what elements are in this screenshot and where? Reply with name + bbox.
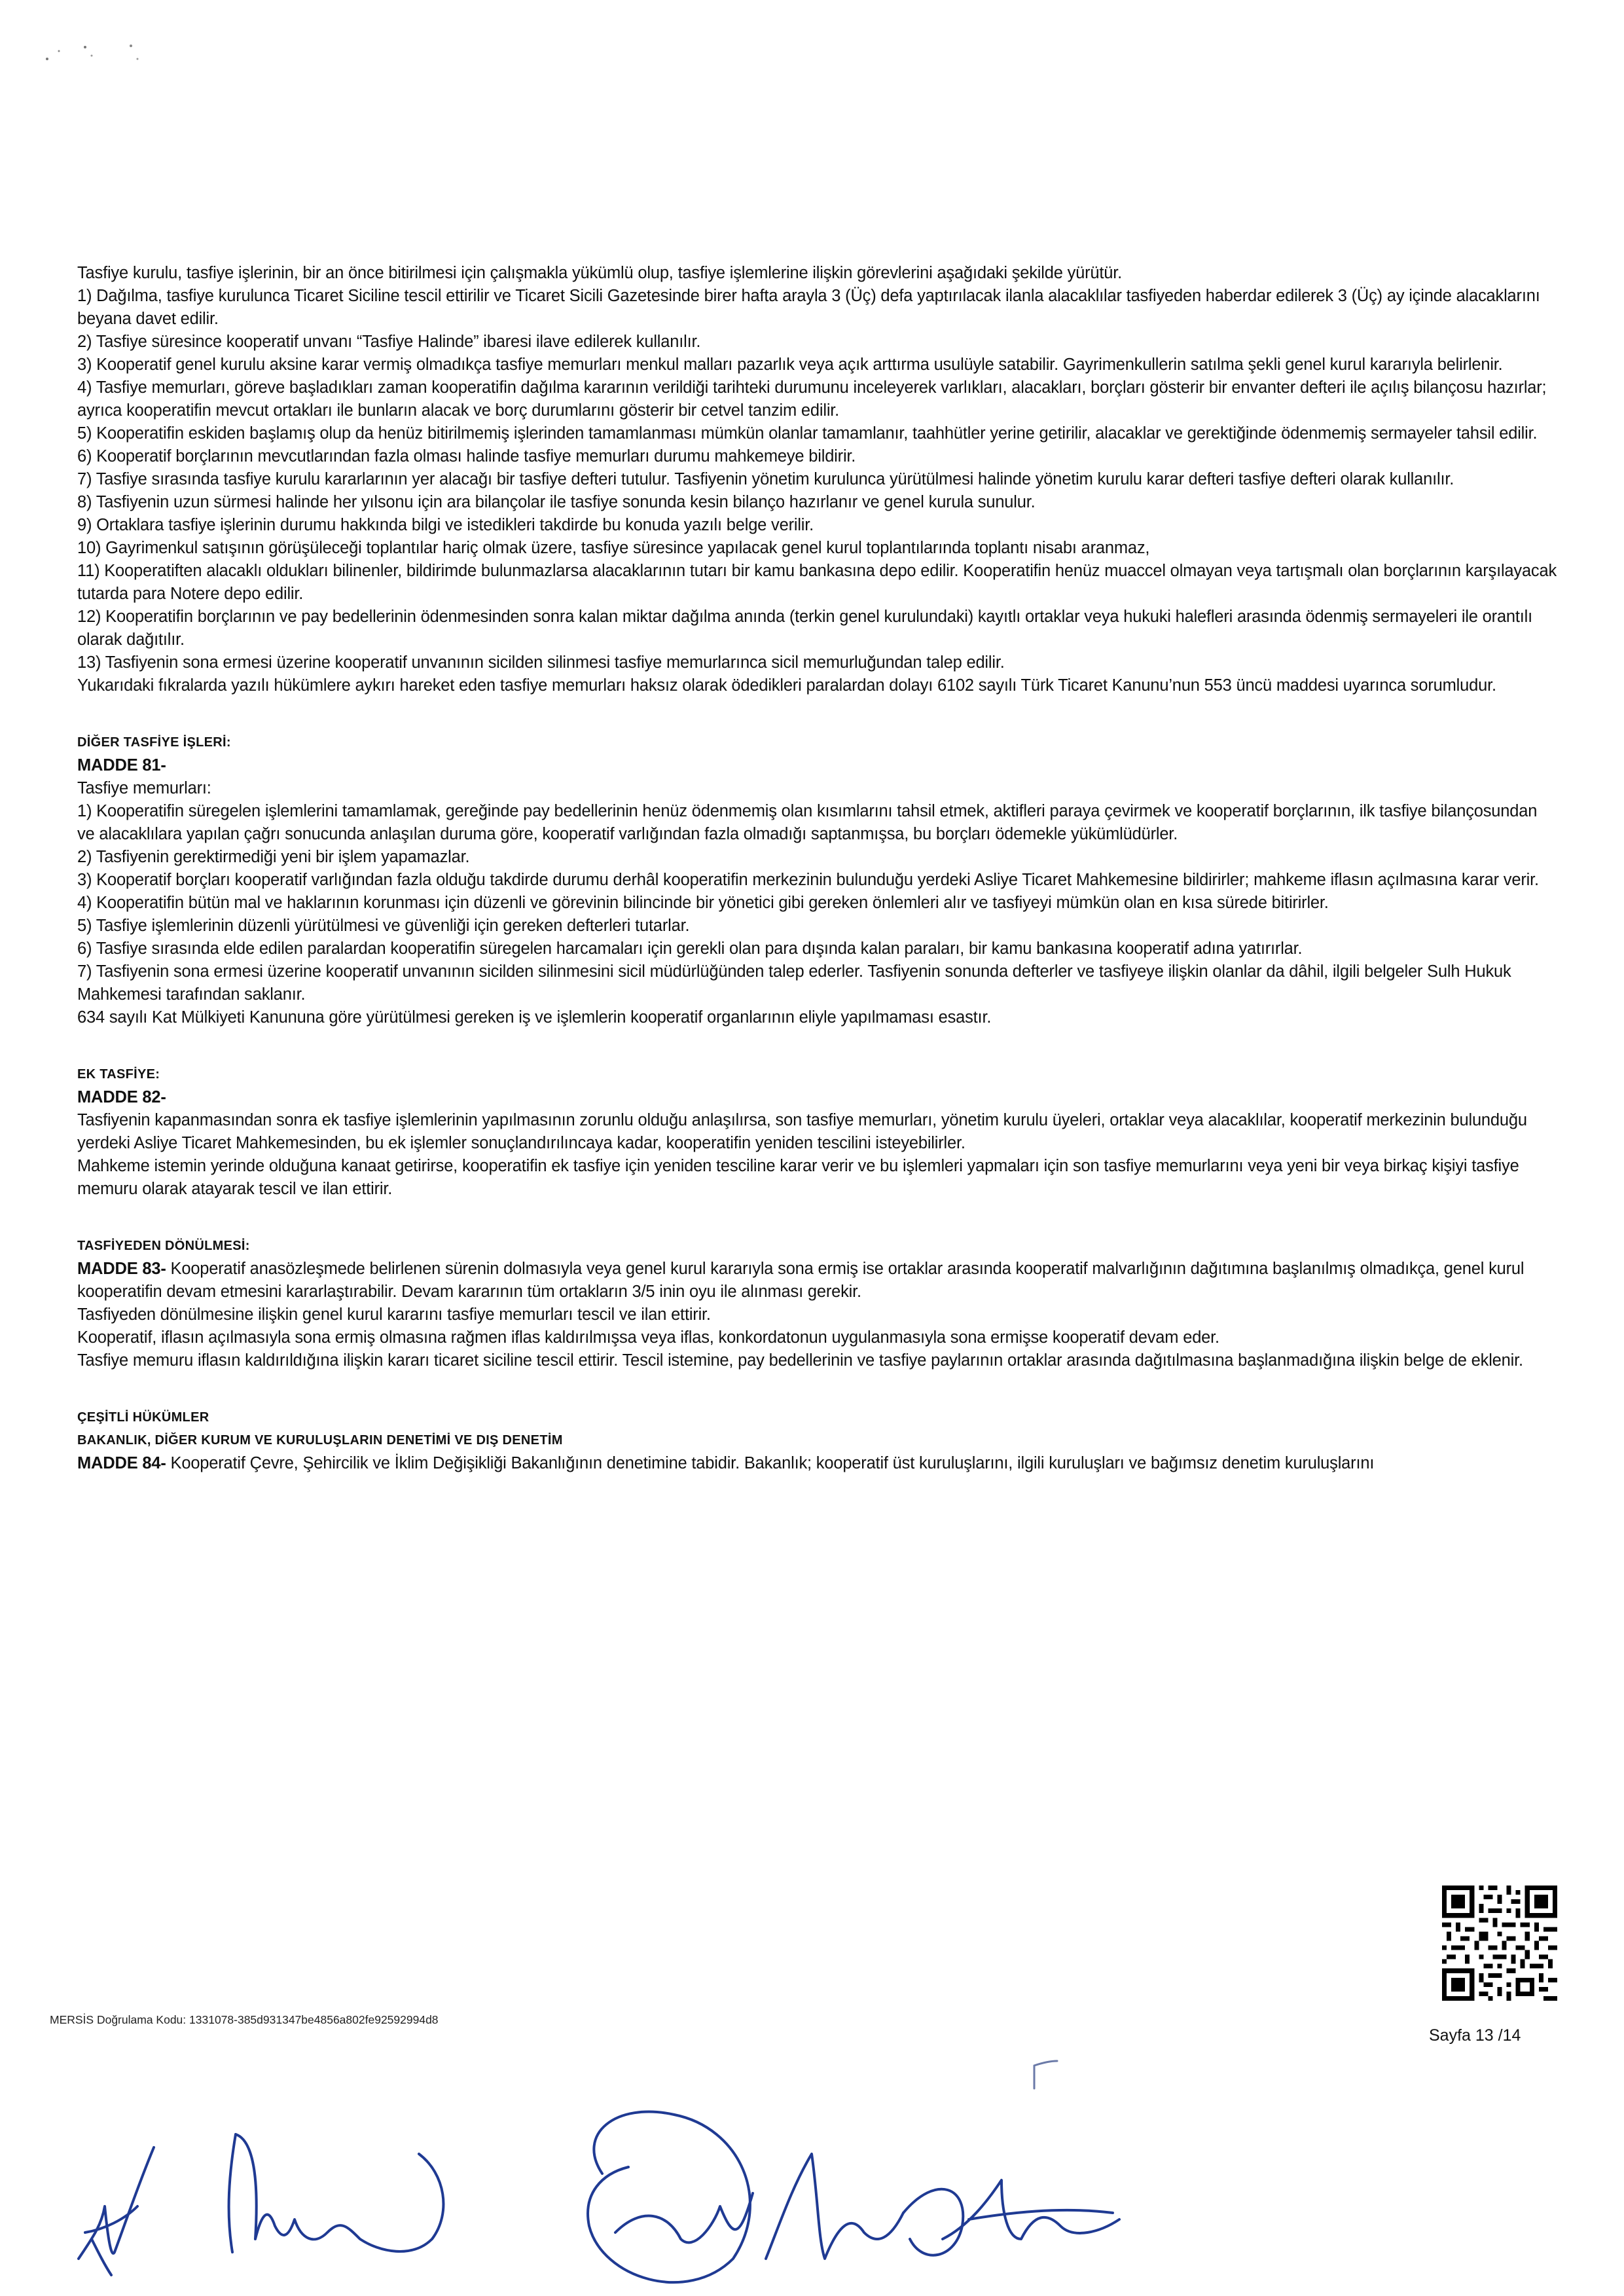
madde-83-heading: MADDE 83- [77,1260,166,1278]
document-body [77,262,1558,1475]
madde-84-text: Kooperatif Çevre, Şehircilik ve İklim Değişikliği Bakanlığının denetimine tabidir. Bakanlık; kooperatif üst kuruluşlarını, ilgili kuruluşları ve bağımsız denetim kuruluşlarını [166,1454,1375,1472]
madde-81-line: 7) Tasfiyenin sona ermesi üzerine kooperatif unvanının sicilden silinmesini sicil müdürlüğünden talep ederler. Tasfiyenin sonunda defterler ve tasfiyeye ilişkin olanlar da dâhil, ilgili belgeler Sulh Hukuk Mahkemesi tarafından saklanır. [77,962,1511,1004]
item-1: 1) Dağılma, tasfiye kurulunca Ticaret Siciline tescil ettirilir ve Ticaret Sicili Gazetesinde birer hafta arayla 3 (Üç) defa yaptırılacak ilanla alacaklılar tasfiyeden haberdar edilerek 3 (Üç) ay içinde alacaklarını beyana davet edilir. [77,287,1540,328]
item-13: 13) Tasfiyenin sona ermesi üzerine kooperatif unvanının sicilden silinmesi tasfiye memurlarınca sicil memurluğundan talep edilir. [77,653,1005,672]
item-5: 5) Kooperatifin eskiden başlamış olup da henüz bitirilmemiş işlerinden tamamlanması mümkün olanlar tamamlanır, taahhütler yerine getirilir, alacaklar ve gerektiğinde ödenmemiş sermayeler tahsil edilir. [77,424,1538,443]
section-84-subtitle: BAKANLIK, DİĞER KURUM VE KURULUŞLARIN DENETİMİ VE DIŞ DENETİM [77,1433,563,1448]
section-81-title: DİĞER TASFİYE İŞLERİ: [77,735,231,750]
madde-81-line: 4) Kooperatifin bütün mal ve haklarının korunması için düzenli ve görevinin bilincinde bir yönetici gibi gereken önlemleri alır ve tasfiyeyi mümkün olan en kısa sürede bitirirler. [77,894,1329,912]
mersis-verification-code: MERSİS Doğrulama Kodu: 1331078-385d931347be4856a802fe92592994d8 [50,2013,439,2026]
scan-specks [39,20,170,79]
pen-mark [1034,2061,1057,2088]
section-82-title: EK TASFİYE: [77,1067,160,1082]
madde-82-line: Mahkeme istemin yerinde olduğuna kanaat getirirse, kooperatifin ek tasfiye için yeniden tesciline karar verir ve bu işlemleri yapmaları için son tasfiye memurlarını veya yeni bir veya birkaç kişiyi tasfiye memuru olarak atayarak tescil ve ilan ettirir. [77,1157,1519,1198]
intro-paragraph: Tasfiye kurulu, tasfiye işlerinin, bir an önce bitirilmesi için çalışmakla yükümlü olup, tasfiye işlemlerine ilişkin görevlerini aşağıdaki şekilde yürütür. [77,264,1123,282]
signature-4 [766,2154,1119,2259]
madde-81-line: 5) Tasfiye işlemlerinin düzenli yürütülmesi ve güvenliği için gereken defterleri tutarlar. [77,917,690,935]
section-84-title: ÇEŞİTLİ HÜKÜMLER [77,1410,209,1425]
madde-81-line: 634 sayılı Kat Mülkiyeti Kanununa göre yürütülmesi gereken iş ve işlemlerin kooperatif organlarının eliyle yapılmaması esastır. [77,1008,992,1027]
madde-83-text: Kooperatif anasözleşmede belirlenen sürenin dolmasıyla veya genel kurul kararıyla sona ermiş ise ortaklar arasında kooperatif malvarlığının dağıtımına başlanılmış olmadıkça, genel kurul kooperatifin devam etmesini kararlaştırabilir. Devam kararının tüm ortakların 3/5 inin oyu ile alınması gerekir. [77,1260,1525,1301]
madde-81-line: Tasfiye memurları: [77,779,211,797]
page-number: Sayfa 13 /14 [1429,2026,1521,2045]
madde-83-line: Tasfiyeden dönülmesine ilişkin genel kurul kararını tasfiye memurları tescil ve ilan ettirir. [77,1305,711,1324]
signature-2 [229,2134,444,2252]
item-11: 11) Kooperatiften alacaklı oldukları bilinenler, bildirimde bulunmazlarsa alacaklarının tutarı bir kamu bankasına depo edilir. Kooperatifin henüz muaccel olmayan veya tartışmalı olan borçlarının karşılayacak tutarda para Notere depo edilir. [77,562,1557,603]
madde-82-line: Tasfiyenin kapanmasından sonra ek tasfiye işlemlerinin yapılmasının zorunlu olduğu anlaşılırsa, son tasfiye memurları, yönetim kurulu üyeleri, ortaklar veya alacaklılar, kooperatif merkezinin bulunduğu yerdeki Asliye Ticaret Mahkemesinden, bu ek işlemler sonuçlandırılıncaya kadar, kooperatifin yeniden tescilini isteyebilirler. [77,1111,1527,1152]
item-3: 3) Kooperatif genel kurulu aksine karar vermiş olmadıkça tasfiye memurları menkul malları pazarlık veya açık arttırma usulüyle satabilir. Gayrimenkullerin satılma şekli genel kurul kararıyla belirlenir. [77,355,1503,374]
item-8: 8) Tasfiyenin uzun sürmesi halinde her yılsonu için ara bilançolar ile tasfiye sonunda kesin bilanço hazırlanır ve genel kurula sunulur. [77,493,1036,511]
madde-81-heading: MADDE 81- [77,756,166,774]
item-12: 12) Kooperatifin borçlarının ve pay bedellerinin ödenmesinden sonra kalan miktar dağılma anında (terkin genel kurulundaki) kayıtlı ortaklar veya hukuki halefleri arasında ödenmiş sermayeleri ile orantılı olarak dağıtılır. [77,608,1533,649]
signatures [39,2043,1152,2291]
signature-3 [588,2112,753,2283]
madde-82-heading: MADDE 82- [77,1088,166,1106]
item-10: 10) Gayrimenkul satışının görüşüleceği toplantılar hariç olmak üzere, tasfiye süresince yapılacak genel kurul toplantılarında toplantı nisabı aranmaz, [77,539,1150,557]
qr-code-icon [1442,1886,1557,2001]
madde-83-paragraph [77,1258,1558,1303]
liability-paragraph: Yukarıdaki fıkralarda yazılı hükümlere aykırı hareket eden tasfiye memurları haksız olarak ödedikleri paralardan dolayı 6102 sayılı Türk Ticaret Kanunu’nun 553 üncü maddesi uyarınca sorumludur. [77,676,1496,695]
madde-81-line: 1) Kooperatifin süregelen işlemlerini tamamlamak, gereğinde pay bedellerinin henüz ödenmemiş olan kısımlarını tahsil etmek, aktifleri paraya çevirmek ve kooperatif borçlarının, ilk tasfiye bilançosundan ve alacaklılara yapılan çağrı sonucunda anlaşılan duruma göre, kooperatif varlığından fazla olmadığı saptanmışsa, bu borçları ödemekle yükümlüdürler. [77,802,1538,843]
item-2: 2) Tasfiye süresince kooperatif unvanı “Tasfiye Halinde” ibaresi ilave edilerek kullanılır. [77,333,701,351]
item-7: 7) Tasfiye sırasında tasfiye kurulu kararlarının yer alacağı bir tasfiye defteri tutulur. Tasfiyenin yönetim kurulunca yürütülmesi halinde yönetim kurulu karar defteri tasfiye defteri olarak kullanılır. [77,470,1454,488]
madde-81-line: 6) Tasfiye sırasında elde edilen paralardan kooperatifin süregelen harcamaları için gerekli olan para dışında kalan paraları, bir kamu bankasına kooperatif adına yatırırlar. [77,939,1303,958]
item-4: 4) Tasfiye memurları, göreve başladıkları zaman kooperatifin dağılma kararının verildiği tarihteki durumunu inceleyerek varlıkları, alacakları, borçları gösterir bir envanter defteri ile açılış bilançosu hazırlar; ayrıca kooperatifin mevcut ortakları ile bunların alacak ve borç durumlarını gösterir bir cetvel tanzim edilir. [77,378,1547,420]
madde-84-paragraph [77,1452,1558,1475]
madde-84-heading: MADDE 84- [77,1454,166,1472]
madde-81-line: 2) Tasfiyenin gerektirmediği yeni bir işlem yapamazlar. [77,848,470,866]
item-6: 6) Kooperatif borçlarının mevcutlarından fazla olması halinde tasfiye memurları durumu mahkemeye bildirir. [77,447,856,465]
section-83-title: TASFİYEDEN DÖNÜLMESİ: [77,1239,250,1253]
item-9: 9) Ortaklara tasfiye işlerinin durumu hakkında bilgi ve istedikleri takdirde bu konuda yazılı belge verilir. [77,516,814,534]
madde-83-line: Tasfiye memuru iflasın kaldırıldığına ilişkin kararı ticaret siciline tescil ettirir. Tescil istemine, pay bedellerinin ve tasfiye paylarının ortaklar arasında dağıtılmasına başlanmadığına ilişkin belge de eklenir. [77,1351,1523,1370]
madde-81-line: 3) Kooperatif borçları kooperatif varlığından fazla olduğu takdirde durumu derhâl kooperatifin merkezinin bulunduğu yerdeki Asliye Ticaret Mahkemesine bildirirler; mahkeme iflasın açılmasına karar verir. [77,871,1539,889]
signature-1 [79,2147,154,2275]
madde-83-line: Kooperatif, iflasın açılmasıyla sona ermiş olmasına rağmen iflas kaldırılmışsa veya iflas, konkordatonun uygulanmasıyla sona ermişse kooperatif devam eder. [77,1328,1219,1347]
